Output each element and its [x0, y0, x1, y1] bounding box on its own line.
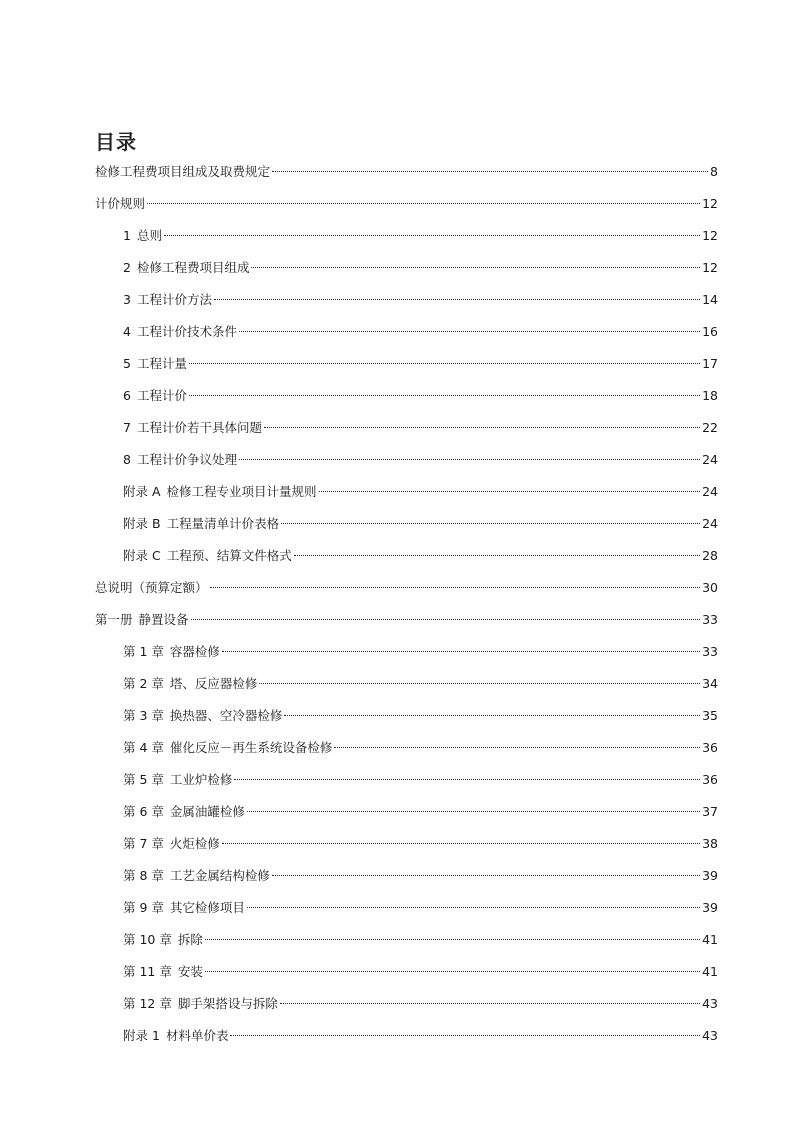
toc-entry-text: 催化反应－再生系统设备检修	[169, 740, 333, 755]
toc-entry-text: 工程计价技术条件	[136, 324, 237, 339]
toc-entry-page-number: 12	[702, 260, 718, 275]
toc-entry-number: 第 5 章	[123, 772, 164, 787]
toc-entry-number: 第 1 章	[123, 644, 164, 659]
toc-dot-leader	[251, 267, 700, 268]
toc-entry-page-number: 12	[702, 228, 718, 243]
toc-entry-page-number: 41	[702, 964, 718, 979]
toc-dot-leader	[334, 747, 700, 748]
toc-entry-page-number: 24	[702, 484, 718, 499]
toc-entry-label	[123, 258, 249, 278]
toc-entry-number: 7	[123, 420, 131, 435]
toc-entry-page-number: 24	[702, 516, 718, 531]
toc-entry-page-number: 36	[702, 772, 718, 787]
toc-entry-number: 附录 C	[123, 548, 161, 563]
toc-entry-number: 第 9 章	[123, 900, 164, 915]
toc-entry-text: 工程计价	[136, 388, 187, 403]
toc-dot-leader	[247, 811, 700, 812]
toc-dot-leader	[239, 331, 700, 332]
toc-dot-leader	[230, 1035, 700, 1036]
toc-entry[interactable]	[95, 450, 718, 482]
toc-entry-label	[95, 578, 208, 598]
toc-entry-number: 1	[123, 228, 131, 243]
toc-entry-text: 容器检修	[169, 644, 220, 659]
toc-entry-label	[123, 450, 237, 470]
toc-dot-leader	[280, 1003, 700, 1004]
toc-entry-number: 附录 B	[123, 516, 161, 531]
toc-dot-leader	[164, 235, 700, 236]
toc-entry-page-number: 37	[702, 804, 718, 819]
toc-entry[interactable]	[95, 226, 718, 258]
toc-entry-number: 附录 A	[123, 484, 161, 499]
toc-entry[interactable]	[95, 322, 718, 354]
toc-entry-label	[123, 642, 220, 662]
toc-entry[interactable]	[95, 418, 718, 450]
toc-entry-text: 材料单价表	[165, 1028, 229, 1043]
toc-entry[interactable]	[95, 770, 718, 802]
toc-entry-number: 第 8 章	[123, 868, 164, 883]
toc-dot-leader	[222, 651, 700, 652]
toc-entry[interactable]	[95, 674, 718, 706]
toc-dot-leader	[272, 171, 708, 172]
toc-list	[95, 162, 718, 1058]
toc-entry-label	[123, 1026, 228, 1046]
toc-entry-page-number: 12	[702, 196, 718, 211]
toc-entry-page-number: 36	[702, 740, 718, 755]
toc-entry-number: 第 6 章	[123, 804, 164, 819]
toc-entry-label	[123, 322, 237, 342]
toc-entry-text: 静置设备	[138, 612, 189, 627]
toc-entry-page-number: 22	[702, 420, 718, 435]
toc-entry-text: 总则	[136, 228, 162, 243]
toc-entry[interactable]	[95, 834, 718, 866]
toc-entry[interactable]	[95, 610, 718, 642]
toc-entry-number: 4	[123, 324, 131, 339]
toc-entry[interactable]	[95, 962, 718, 994]
toc-entry[interactable]	[95, 642, 718, 674]
toc-dot-leader	[259, 683, 700, 684]
toc-dot-leader	[294, 555, 700, 556]
toc-entry-label	[95, 162, 270, 182]
toc-entry-label	[95, 610, 189, 630]
toc-entry[interactable]	[95, 866, 718, 898]
toc-entry-label	[123, 866, 270, 886]
toc-entry[interactable]	[95, 930, 718, 962]
toc-entry-number: 2	[123, 260, 131, 275]
toc-entry-text: 检修工程费项目组成	[136, 260, 250, 275]
toc-entry-text: 拆除	[177, 932, 203, 947]
toc-entry[interactable]	[95, 354, 718, 386]
toc-entry-text: 工程预、结算文件格式	[166, 548, 292, 563]
toc-entry-text: 金属油罐检修	[169, 804, 245, 819]
toc-entry-text: 检修工程专业项目计量规则	[166, 484, 317, 499]
toc-entry-page-number: 39	[702, 868, 718, 883]
toc-entry[interactable]	[95, 738, 718, 770]
toc-entry-page-number: 33	[702, 612, 718, 627]
toc-entry[interactable]	[95, 546, 718, 578]
toc-entry[interactable]	[95, 482, 718, 514]
toc-entry-label	[123, 546, 292, 566]
toc-dot-leader	[191, 619, 701, 620]
toc-entry-text: 火炬检修	[169, 836, 220, 851]
toc-entry-page-number: 18	[702, 388, 718, 403]
toc-entry[interactable]	[95, 578, 718, 610]
toc-entry-page-number: 30	[702, 580, 718, 595]
toc-dot-leader	[234, 779, 700, 780]
toc-entry-number: 第一册	[95, 612, 133, 627]
toc-dot-leader	[319, 491, 701, 492]
toc-entry-number: 第 2 章	[123, 676, 164, 691]
toc-dot-leader	[264, 427, 700, 428]
toc-entry-label	[123, 738, 332, 758]
toc-entry-number: 6	[123, 388, 131, 403]
toc-entry-label	[123, 994, 278, 1014]
toc-entry[interactable]	[95, 194, 718, 226]
toc-entry-number: 8	[123, 452, 131, 467]
toc-entry-text: 工程量清单计价表格	[166, 516, 280, 531]
toc-entry-label	[123, 418, 262, 438]
toc-entry-number: 第 12 章	[123, 996, 172, 1011]
toc-entry-number: 第 11 章	[123, 964, 172, 979]
toc-entry-page-number: 33	[702, 644, 718, 659]
toc-dot-leader	[272, 875, 700, 876]
toc-entry-label	[123, 898, 245, 918]
toc-entry-page-number: 8	[710, 164, 718, 179]
toc-entry[interactable]	[95, 290, 718, 322]
toc-entry-page-number: 41	[702, 932, 718, 947]
toc-dot-leader	[214, 299, 700, 300]
toc-entry-page-number: 24	[702, 452, 718, 467]
toc-entry-page-number: 43	[702, 1028, 718, 1043]
toc-entry[interactable]	[95, 802, 718, 834]
toc-entry-page-number: 14	[702, 292, 718, 307]
toc-entry[interactable]	[95, 162, 718, 194]
toc-entry-label	[123, 482, 317, 502]
toc-entry-text: 工程计价争议处理	[136, 452, 237, 467]
toc-entry-label	[123, 290, 212, 310]
toc-entry[interactable]	[95, 706, 718, 738]
toc-dot-leader	[222, 843, 700, 844]
toc-dot-leader	[205, 939, 700, 940]
toc-entry-text: 脚手架搭设与拆除	[177, 996, 278, 1011]
toc-entry-text: 换热器、空冷器检修	[169, 708, 283, 723]
toc-entry-label	[123, 834, 220, 854]
toc-dot-leader	[189, 395, 700, 396]
toc-entry-page-number: 39	[702, 900, 718, 915]
toc-entry-page-number: 38	[702, 836, 718, 851]
toc-entry-page-number: 28	[702, 548, 718, 563]
toc-dot-leader	[189, 363, 700, 364]
toc-entry-text: 其它检修项目	[169, 900, 245, 915]
toc-entry[interactable]	[95, 514, 718, 546]
toc-entry-label	[123, 930, 203, 950]
toc-entry-text: 工艺金属结构检修	[169, 868, 270, 883]
toc-entry[interactable]	[95, 898, 718, 930]
toc-dot-leader	[147, 203, 700, 204]
toc-entry[interactable]	[95, 386, 718, 418]
toc-entry-label	[123, 962, 203, 982]
toc-entry-label	[123, 770, 232, 790]
toc-title: 目录	[95, 130, 137, 154]
toc-entry-label	[123, 386, 187, 406]
toc-dot-leader	[205, 971, 700, 972]
toc-entry-label	[123, 226, 162, 246]
toc-entry-number: 第 3 章	[123, 708, 164, 723]
toc-entry-number: 5	[123, 356, 131, 371]
toc-entry-label	[123, 354, 187, 374]
toc-entry-text: 检修工程费项目组成及取费规定	[95, 164, 271, 179]
toc-entry-label	[123, 802, 245, 822]
toc-entry-label	[95, 194, 145, 214]
toc-entry[interactable]	[95, 1026, 718, 1058]
toc-entry-label	[123, 514, 279, 534]
toc-entry-text: 总说明（预算定额）	[95, 580, 208, 595]
toc-entry[interactable]	[95, 258, 718, 290]
toc-entry-text: 塔、反应器检修	[169, 676, 258, 691]
toc-entry-number: 第 7 章	[123, 836, 164, 851]
toc-entry-number: 第 10 章	[123, 932, 172, 947]
toc-entry-number: 第 4 章	[123, 740, 164, 755]
toc-entry-text: 安装	[177, 964, 203, 979]
toc-entry-number: 3	[123, 292, 131, 307]
toc-entry-page-number: 16	[702, 324, 718, 339]
toc-entry[interactable]	[95, 994, 718, 1026]
toc-dot-leader	[247, 907, 700, 908]
toc-dot-leader	[284, 715, 700, 716]
toc-entry-text: 工程计价若干具体问题	[136, 420, 262, 435]
toc-entry-text: 工程计量	[136, 356, 187, 371]
toc-entry-text: 工业炉检修	[169, 772, 233, 787]
toc-dot-leader	[210, 587, 701, 588]
toc-entry-page-number: 17	[702, 356, 718, 371]
toc-entry-text: 计价规则	[95, 196, 146, 211]
toc-entry-label	[123, 674, 257, 694]
toc-dot-leader	[281, 523, 700, 524]
toc-dot-leader	[239, 459, 700, 460]
toc-entry-page-number: 34	[702, 676, 718, 691]
toc-entry-label	[123, 706, 282, 726]
toc-entry-text: 工程计价方法	[136, 292, 212, 307]
toc-entry-page-number: 35	[702, 708, 718, 723]
toc-entry-number: 附录 1	[123, 1028, 160, 1043]
toc-entry-page-number: 43	[702, 996, 718, 1011]
